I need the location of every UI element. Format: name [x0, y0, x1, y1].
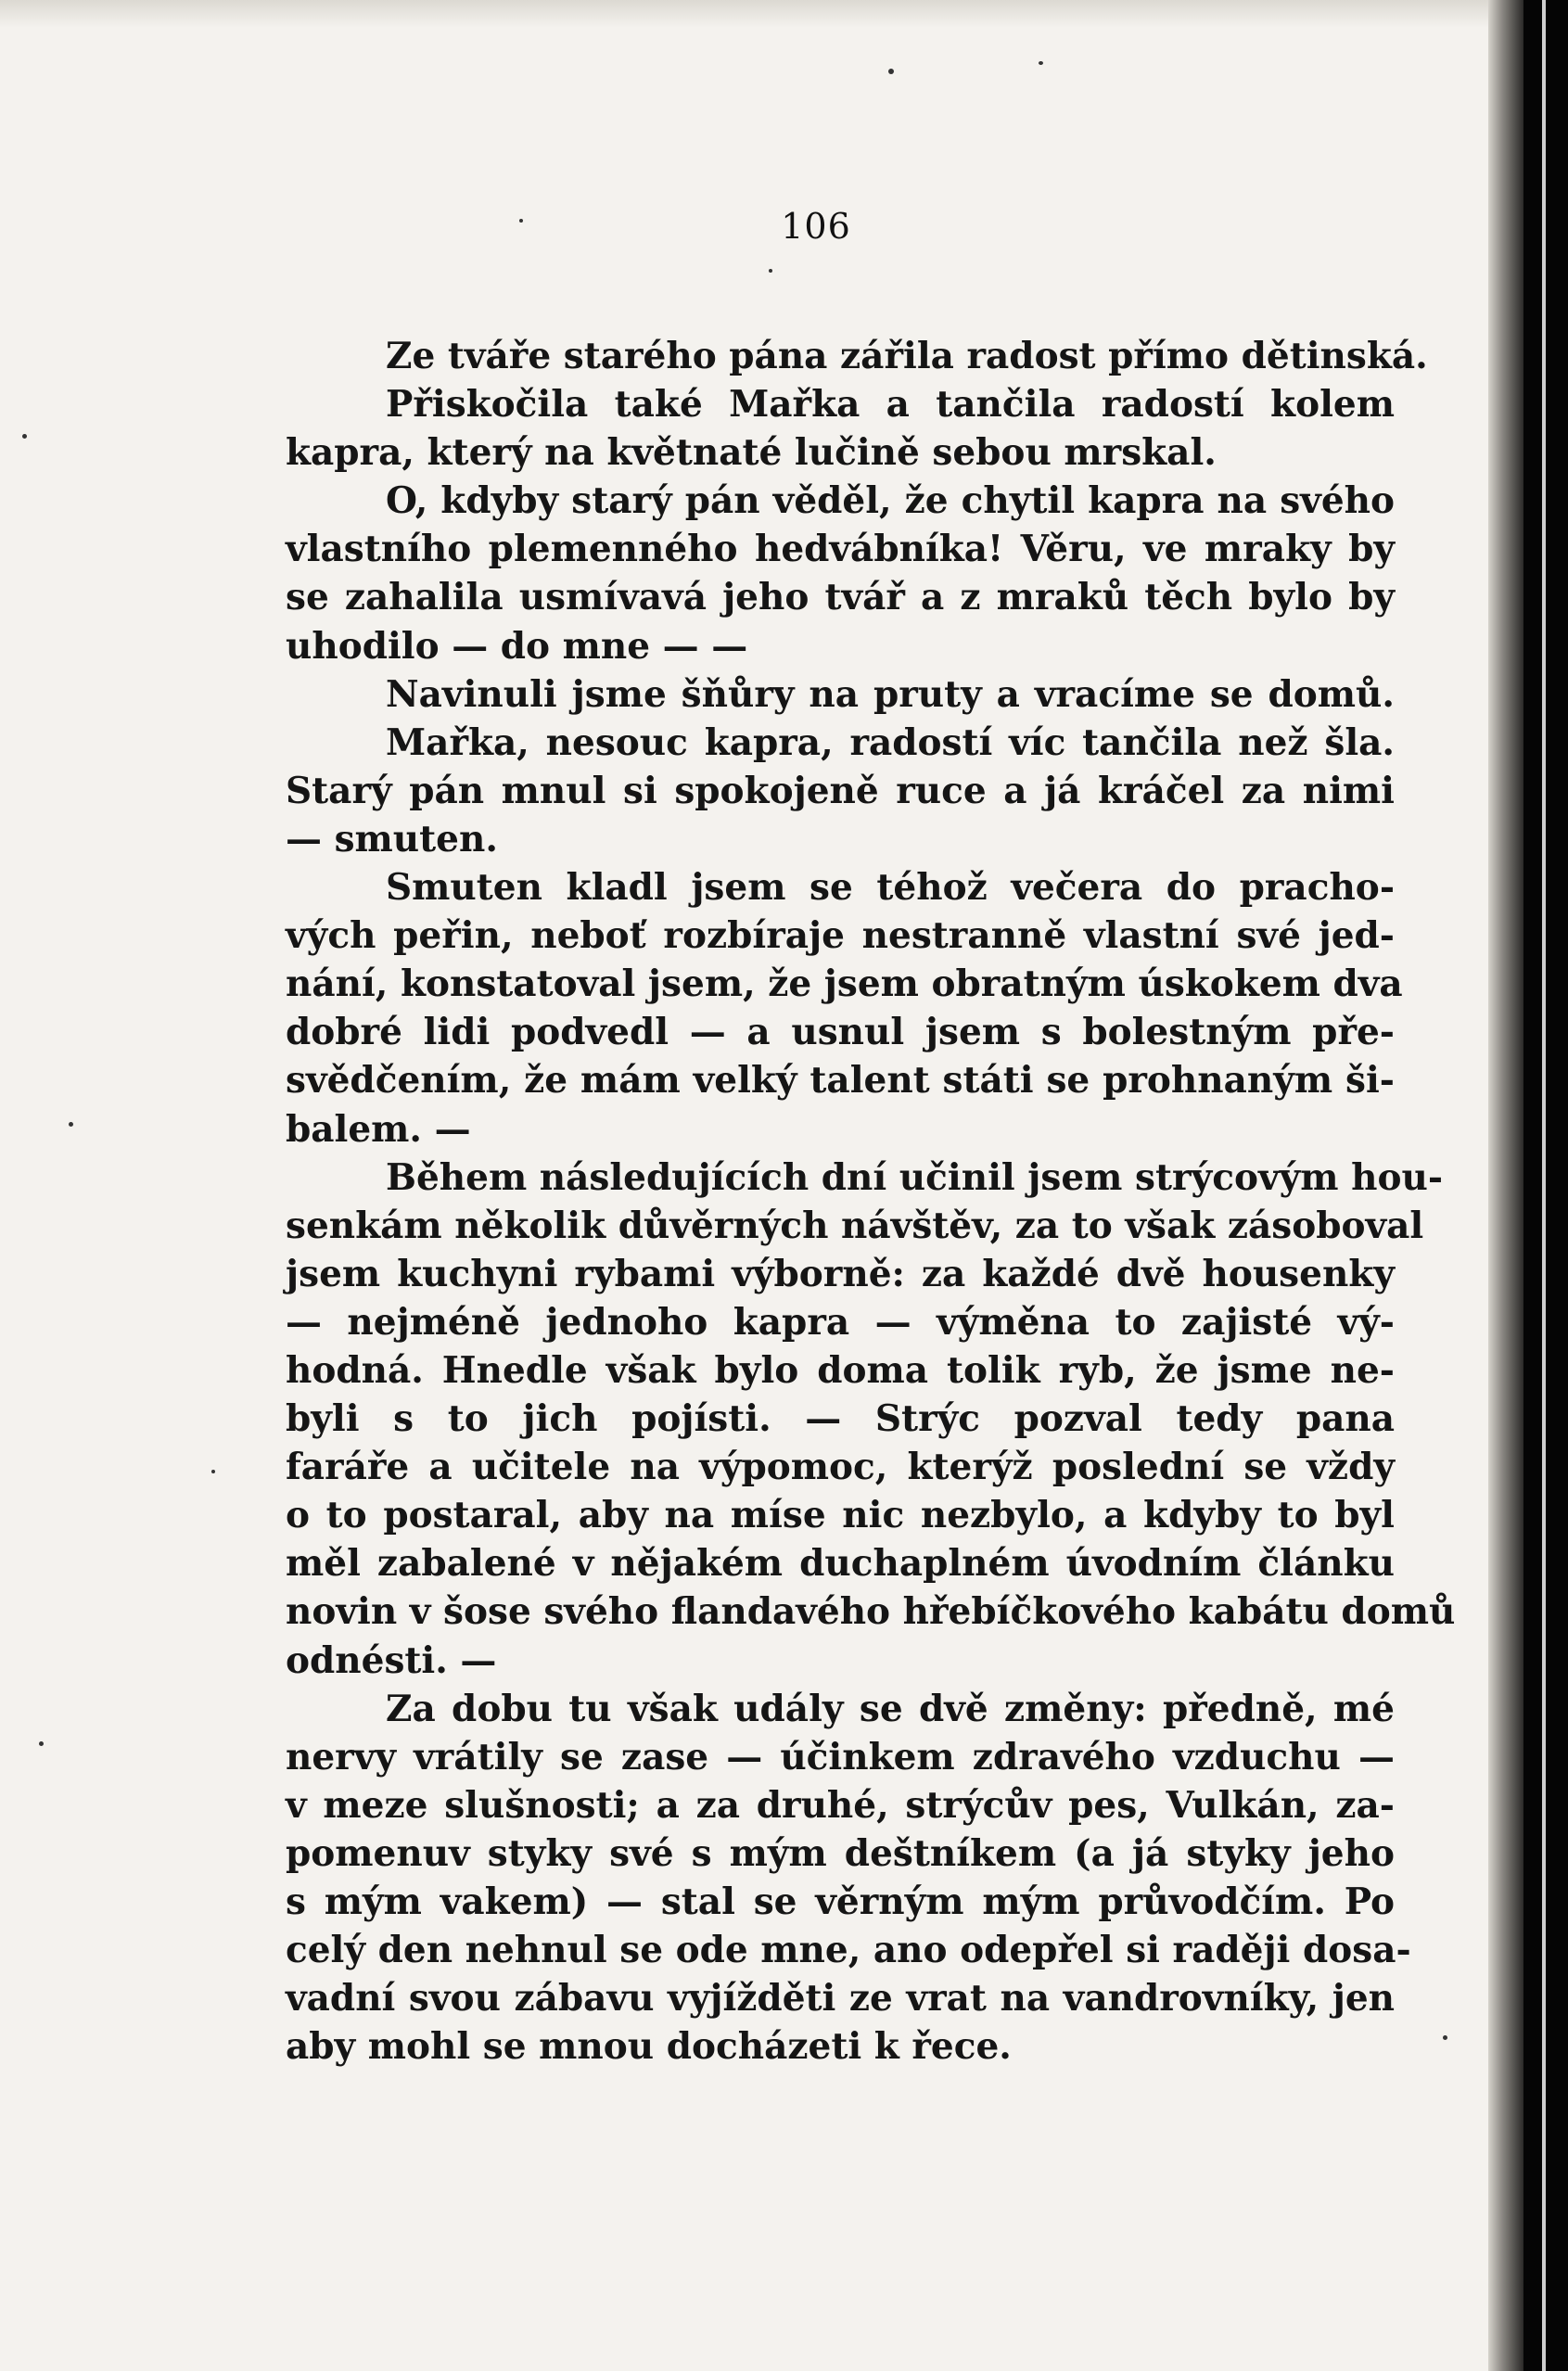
text-line: Ze tváře starého pána zářila radost přímo dětinská.: [386, 335, 1428, 377]
text-line: celý den nehnul se ode mne, ano odepřel si raději dosa-: [286, 1929, 1411, 1972]
text-line: Mařka, nesouc kapra, radostí víc tančila než šla.: [386, 720, 1395, 764]
text-line: Za dobu tu však udály se dvě změny: předně, mé: [386, 1687, 1395, 1730]
text-line: vlastního plemenného hedvábníka! Věru, ve mraky by: [286, 528, 1395, 571]
text-line: Přiskočila také Mařka a tančila radostí kolem: [386, 383, 1395, 427]
text-line: hodná. Hnedle však bylo doma tolik ryb, že jsme ne-: [286, 1348, 1395, 1392]
scan-speck: [69, 1122, 73, 1127]
scan-border-line: [1542, 0, 1546, 2371]
text-line: Navinuli jsme šňůry na pruty a vracíme se domů.: [386, 672, 1395, 716]
scan-speck: [888, 69, 894, 74]
text-line: s mým vakem) — stal se věrným mým průvodčím. Po: [286, 1880, 1395, 1923]
text-line: Během následujících dní učinil jsem strýcovým hou-: [386, 1155, 1444, 1199]
scan-speck: [519, 219, 523, 223]
text-line: — smuten.: [286, 817, 498, 860]
text-line: — nejméně jednoho kapra — výměna to zajisté vý-: [286, 1300, 1395, 1344]
text-line: uhodilo — do mne — —: [286, 624, 748, 668]
page-top-shade: [0, 0, 1523, 28]
text-line: v meze slušnosti; a za druhé, strýcův pes, Vulkán, za-: [286, 1783, 1395, 1827]
scan-border: [1523, 0, 1568, 2371]
text-line: pomenuv styky své s mým deštníkem (a já styky jeho: [286, 1831, 1395, 1875]
text-line: dobré lidi podvedl — a usnul jsem s bolestným pře-: [286, 1011, 1395, 1054]
text-line: měl zabalené v nějakém duchaplném úvodním článku: [286, 1542, 1395, 1586]
text-line: nání, konstatoval jsem, že jsem obratným úskokem dva: [286, 962, 1403, 1006]
page-binding-shadow: [1488, 0, 1523, 2371]
body-text: [286, 332, 1456, 2071]
text-line: odnésti. —: [286, 1638, 497, 1682]
text-line: O, kdyby starý pán věděl, že chytil kapra na svého: [386, 479, 1395, 523]
text-line: vých peřin, neboť rozbíraje nestranně vlastní své jed-: [286, 914, 1395, 958]
text-line: svědčením, že mám velký talent státi se prohnaným ši-: [286, 1059, 1395, 1103]
text-line: nervy vrátily se zase — účinkem zdravého vzduchu —: [286, 1735, 1395, 1778]
text-line: novin v šose svého flandavého hřebíčkového kabátu domů: [286, 1590, 1456, 1634]
scan-speck: [1443, 2035, 1447, 2040]
text-line: kapra, který na květnaté lučině sebou mrskal.: [286, 431, 1217, 475]
text-line: byli s to jich pojísti. — Strýc pozval tedy pana: [286, 1397, 1395, 1441]
text-line: jsem kuchyni rybami výborně: za každé dvě housenky: [286, 1252, 1395, 1295]
text-line: Starý pán mnul si spokojeně ruce a já kráčel za nimi: [286, 769, 1395, 812]
text-line: se zahalila usmívavá jeho tvář a z mraků těch bylo by: [286, 576, 1395, 619]
scan-speck: [1039, 61, 1043, 65]
text-line: senkám několik důvěrných návštěv, za to však zásoboval: [286, 1204, 1424, 1247]
page-number: 106: [781, 206, 851, 247]
text-line: vadní svou zábavu vyjížděti ze vrat na vandrovníky, jen: [286, 1977, 1395, 2020]
scan-speck: [39, 1741, 44, 1746]
text-line: Smuten kladl jsem se téhož večera do pracho-: [386, 866, 1395, 910]
scan-speck: [22, 434, 27, 439]
scan-speck: [769, 269, 772, 273]
text-line: o to postaral, aby na míse nic nezbylo, a kdyby to byl: [286, 1494, 1395, 1537]
scan-speck: [211, 1470, 215, 1473]
text-line: aby mohl se mnou docházeti k řece.: [286, 2025, 1012, 2069]
text-line: faráře a učitele na výpomoc, kterýž poslední se vždy: [286, 1446, 1395, 1489]
text-line: balem. —: [286, 1107, 471, 1151]
